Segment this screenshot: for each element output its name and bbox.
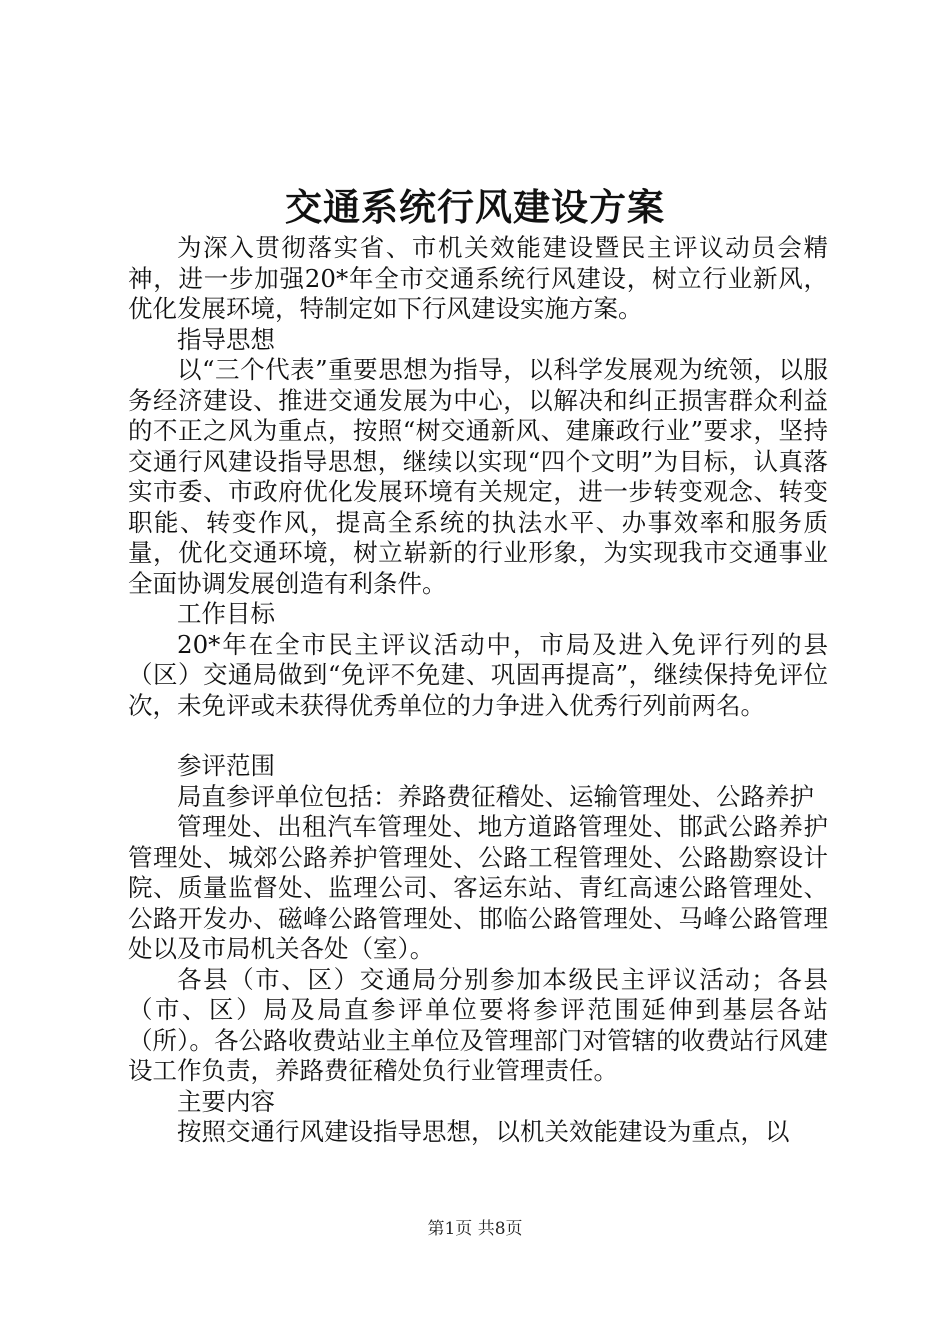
section-heading-main-content: 主要内容 [177, 1086, 275, 1116]
document-body [128, 233, 828, 1148]
guiding-ideology-paragraph: 以“三个代表”重要思想为指导，以科学发展观为统领，以服务经济建设、推进交通发展为中心，以解决和纠正损害群众利益的不正之风为重点，按照“树交通新风、建廉政行业”要求，坚持交通行风建设指导思想，继续以实现“四个文明”为目标，认真落实市委、市政府优化发展环境有关规定，进一步转变观念、转变职能、转变作风，提高全系统的执法水平、办事效率和服务质量，优化交通环境，树立崭新的行业形象，为实现我市交通事业全面协调发展创造有利条件。 [128, 355, 828, 598]
section-heading-guiding-ideology: 指导思想 [177, 324, 275, 354]
intro-paragraph: 为深入贯彻落实省、市机关效能建设暨民主评议动员会精神，进一步加强20*年全市交通系统行风建设，树立行业新风，优化发展环境，特制定如下行风建设实施方案。 [128, 233, 828, 323]
paragraph-spacer [128, 721, 828, 751]
scope-paragraph-2: 管理处、出租汽车管理处、地方道路管理处、邯武公路养护管理处、城郊公路养护管理处、公路工程管理处、公路勘察设计院、质量监督处、监理公司、客运东站、青红高速公路管理处、公路开发办、磁峰公路管理处、邯临公路管理处、马峰公路管理处以及市局机关各处（室）。 [128, 812, 828, 963]
section-heading-work-goals: 工作目标 [177, 599, 275, 628]
work-goals-paragraph: 20*年在全市民主评议活动中，市局及进入免评行列的县（区）交通局做到“免评不免建、巩固再提高”，继续保持免评位次，未免评或未获得优秀单位的力争进入优秀行列前两名。 [128, 629, 828, 720]
scope-paragraph-3: 各县（市、区）交通局分别参加本级民主评议活动；各县（市、区）局及局直参评单位要将参评范围延伸到基层各站（所）。各公路收费站业主单位及管理部门对管辖的收费站行风建设工作负责，养路费征稽处负行业管理责任。 [128, 964, 828, 1085]
scope-paragraph-1: 局直参评单位包括：养路费征稽处、运输管理处、公路养护 [177, 781, 814, 811]
page-footer: 第1页 共8页 [427, 1219, 523, 1239]
section-heading-scope: 参评范围 [177, 751, 275, 780]
main-content-paragraph: 按照交通行风建设指导思想，以机关效能建设为重点，以 [177, 1117, 790, 1146]
document-title: 交通系统行风建设方案 [285, 186, 665, 229]
